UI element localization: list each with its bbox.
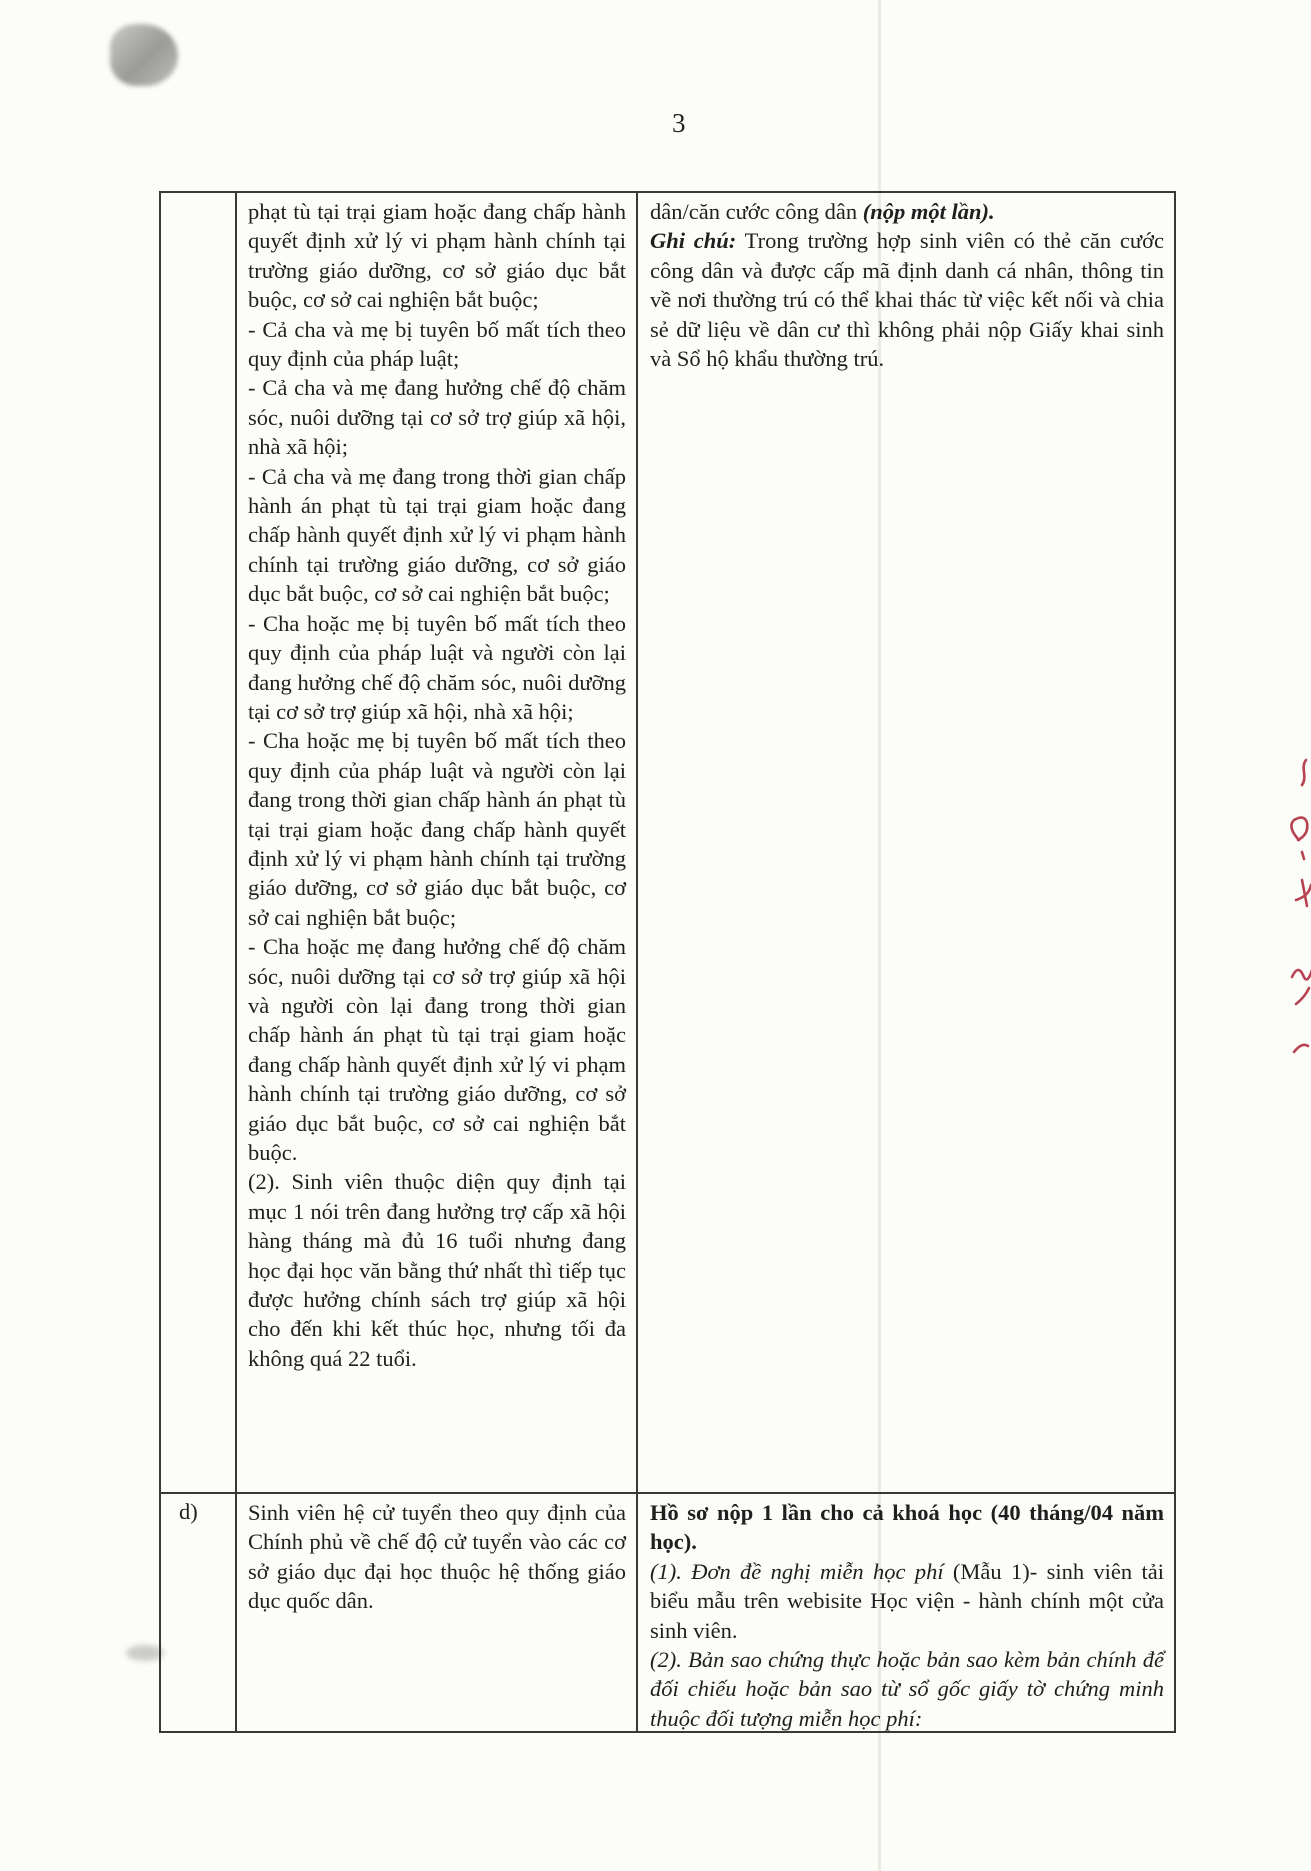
table-row-d bbox=[161, 1492, 1174, 1731]
dossier-heading: Hồ sơ nộp 1 lần cho cả khoá học (40 tháng/04 năm học). bbox=[650, 1500, 1164, 1555]
row-c-conditions-cell bbox=[237, 193, 638, 1492]
condition-paragraph: - Cha hoặc mẹ đang hưởng chế độ chăm sóc, nuôi dưỡng tại cơ sở trợ giúp xã hội và người còn lại đang trong thời gian chấp hành án phạt tù tại trại giam hoặc đang chấp hành quyết định xử lý vi phạm hành chính tại trường giáo dưỡng, cơ sở giáo dục bắt buộc, cơ sở cai nghiện bắt buộc. bbox=[248, 934, 626, 1165]
note-label: Ghi chú: bbox=[650, 228, 737, 254]
note-paragraph bbox=[650, 226, 1164, 373]
handwritten-margin-note bbox=[1273, 752, 1311, 1082]
row-d-conditions-cell bbox=[237, 1494, 638, 1731]
tuition-exemption-table bbox=[159, 191, 1176, 1733]
dossier-item-1 bbox=[650, 1557, 1164, 1645]
condition-paragraph: Sinh viên hệ cử tuyển theo quy định của Chính phủ về chế độ cử tuyển vào các cơ sở giáo dục đại học thuộc hệ thống giáo dục quốc dân. bbox=[248, 1500, 626, 1614]
condition-paragraph: - Cả cha và mẹ đang hưởng chế độ chăm sóc, nuôi dưỡng tại cơ sở trợ giúp xã hội, nhà xã hội; bbox=[248, 375, 626, 460]
row-c-documents-cell bbox=[638, 193, 1174, 1492]
page-number: 3 bbox=[672, 108, 686, 138]
scan-smudge-top-left bbox=[110, 24, 178, 86]
condition-paragraph: (2). Sinh viên thuộc diện quy định tại mục 1 nói trên đang hưởng trợ cấp xã hội hàng tháng mà đủ 16 tuổi nhưng đang học đại học văn bằng thứ nhất thì tiếp tục được hưởng chính sách trợ giúp xã hội cho đến khi kết thúc học, nhưng tối đa không quá 22 tuổi. bbox=[248, 1169, 626, 1371]
condition-paragraph: phạt tù tại trại giam hoặc đang chấp hành quyết định xử lý vi phạm hành chính tại trường giáo dưỡng, cơ sở giáo dục bắt buộc, cơ sở cai nghiện bắt buộc; bbox=[248, 199, 626, 313]
condition-paragraph: - Cả cha và mẹ đang trong thời gian chấp hành án phạt tù tại trại giam hoặc đang chấp hành quyết định xử lý vi phạm hành chính tại trường giáo dưỡng, cơ sở giáo dục bắt buộc, cơ sở cai nghiện bắt buộc; bbox=[248, 463, 626, 607]
documents-text: dân/căn cước công dân bbox=[650, 199, 863, 224]
dossier-item-2: (2). Bản sao chứng thực hoặc bản sao kèm bản chính để đối chiếu hoặc bản sao từ sổ gốc giấy tờ chứng minh thuộc đối tượng miễn học phí: bbox=[650, 1647, 1164, 1731]
condition-paragraph: - Cha hoặc mẹ bị tuyên bố mất tích theo quy định của pháp luật và người còn lại đang hưởng chế độ chăm sóc, nuôi dưỡng tại cơ sở trợ giúp xã hội, nhà xã hội; bbox=[248, 610, 626, 724]
row-d-documents-cell bbox=[638, 1494, 1174, 1731]
condition-paragraph: - Cả cha và mẹ bị tuyên bố mất tích theo quy định của pháp luật; bbox=[248, 316, 626, 372]
row-d-label: d) bbox=[179, 1499, 198, 1524]
dossier-item-1-text: (Mẫu 1)- sinh viên tải biểu mẫu trên webisite Học viện - hành chính một cửa sinh viên. bbox=[650, 1558, 1164, 1643]
submit-once-note: (nộp một lần). bbox=[862, 199, 995, 224]
condition-paragraph: - Cha hoặc mẹ bị tuyên bố mất tích theo quy định của pháp luật và người còn lại đang trong thời gian chấp hành án phạt tù tại trại giam hoặc đang chấp hành quyết định xử lý vi phạm hành chính tại trường giáo dưỡng, cơ sở giáo dục bắt buộc, cơ sở cai nghiện bắt buộc; bbox=[248, 728, 626, 930]
table-row-c bbox=[161, 193, 1174, 1492]
documents-paragraph bbox=[650, 197, 1164, 226]
row-c-label-cell bbox=[161, 193, 237, 1492]
note-text: Trong trường hợp sinh viên có thẻ căn cước công dân và được cấp mã định danh cá nhân, thông tin về nơi thường trú có thể khai thác từ việc kết nối và chia sẻ dữ liệu về dân cư thì không phải nộp Giấy khai sinh và Sổ hộ khẩu thường trú. bbox=[650, 228, 1164, 372]
row-d-label-cell bbox=[161, 1494, 237, 1731]
dossier-item-1-title: (1). Đơn đề nghị miễn học phí bbox=[650, 1558, 944, 1584]
